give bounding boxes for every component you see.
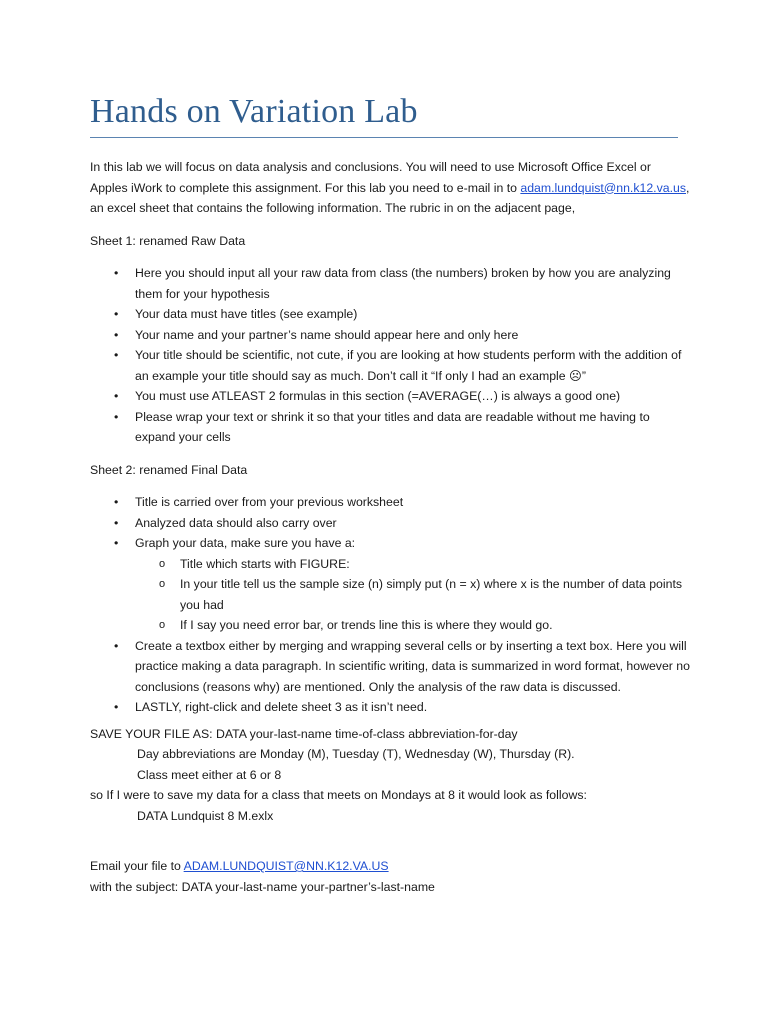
list-item: • Your data must have titles (see example) bbox=[90, 304, 690, 325]
bullet-icon: • bbox=[114, 515, 119, 530]
sub-list-item: o If I say you need error bar, or trends line this is where they would go. bbox=[135, 615, 690, 636]
list-item: • Here you should input all your raw data from class (the numbers) broken by how you are analyzing them for your hypothesis bbox=[90, 263, 690, 304]
class-times: Class meet either at 6 or 8 bbox=[137, 767, 282, 782]
page-title: Hands on Variation Lab bbox=[90, 93, 418, 130]
sheet2-list bbox=[90, 492, 690, 718]
email-prefix: Email your file to bbox=[90, 859, 184, 873]
document-body bbox=[90, 157, 690, 897]
day-abbreviations: Day abbreviations are Monday (M), Tuesday (T), Wednesday (W), Thursday (R). bbox=[137, 747, 575, 761]
email-subject: with the subject: DATA your-last-name your-partner’s-last-name bbox=[90, 879, 435, 894]
intro-text-end: , an excel sheet that contains the following information. The rubric in on the adjacent page, bbox=[90, 180, 690, 215]
sub-bullet-icon: o bbox=[159, 578, 166, 590]
graph-sublist bbox=[135, 554, 690, 636]
sub-list-item: o Title which starts with FIGURE: bbox=[135, 554, 690, 575]
email-instructions bbox=[90, 856, 690, 877]
list-item: • LASTLY, right-click and delete sheet 3 as it isn’t need. bbox=[90, 697, 690, 718]
email-link-upper[interactable]: ADAM.LUNDQUIST@NN.K12.VA.US bbox=[183, 859, 389, 873]
sub-bullet-icon: o bbox=[159, 557, 166, 570]
bullet-icon: • bbox=[114, 409, 119, 424]
bullet-icon: • bbox=[114, 348, 119, 362]
bullet-icon: • bbox=[114, 266, 119, 280]
bullet-icon: • bbox=[114, 700, 119, 714]
bullet-icon: • bbox=[114, 307, 119, 321]
list-item: • Please wrap your text or shrink it so that your titles and data are readable without me having to expand your cells bbox=[90, 407, 690, 448]
save-example-filename: DATA Lundquist 8 M.exlx bbox=[137, 808, 274, 823]
sub-bullet-icon: o bbox=[159, 619, 166, 631]
bullet-icon: • bbox=[114, 536, 119, 550]
list-item: • You must use ATLEAST 2 formulas in this section (=AVERAGE(…) is always a good one) bbox=[90, 386, 690, 407]
list-item: • Create a textbox either by merging and wrapping several cells or by inserting a text box. Here you will practice making a data paragraph. In scientific writing, data is summarized in word format, however no conclusions (reasons why) are mentioned. Only the analysis of the raw data is discussed. bbox=[90, 636, 690, 698]
save-instructions: SAVE YOUR FILE AS: DATA your-last-name time-of-class abbreviation-for-day bbox=[90, 726, 518, 741]
sheet1-heading: Sheet 1: renamed Raw Data bbox=[90, 233, 246, 248]
bullet-icon: • bbox=[114, 327, 119, 342]
sheet2-heading: Sheet 2: renamed Final Data bbox=[90, 462, 248, 477]
email-link[interactable]: adam.lundquist@nn.k12.va.us bbox=[520, 180, 686, 195]
title-divider bbox=[90, 137, 678, 138]
list-item: • Your title should be scientific, not cute, if you are looking at how students perform with the addition of an example your title should say as much. Don’t call it “If only I had an example ☹” bbox=[90, 345, 690, 386]
list-item: • Analyzed data should also carry over bbox=[90, 513, 690, 534]
sub-list-item: o In your title tell us the sample size (n) simply put (n = x) where x is the number of data points you had bbox=[135, 574, 690, 615]
list-item: • Your name and your partner’s name should appear here and only here bbox=[90, 325, 690, 346]
sheet1-list bbox=[90, 263, 690, 448]
save-example-intro: so If I were to save my data for a class that meets on Mondays at 8 it would look as follows: bbox=[90, 788, 587, 802]
intro-text: In this lab we will focus on data analysis and conclusions. You will need to use Microsoft Office Excel or Apples iWork to complete this assignment. For this lab you need to e-mail in to bbox=[90, 160, 651, 195]
bullet-icon: • bbox=[114, 495, 119, 509]
bullet-icon: • bbox=[114, 638, 119, 653]
bullet-icon: • bbox=[114, 389, 119, 403]
list-item: • Graph your data, make sure you have a: o Title which starts with FIGURE: o In your title tell us the sample size (n) simply put (n = x) where x is the number of data points you had o If I say you need error bar, or trends line this is where they would go. bbox=[90, 533, 690, 636]
intro-paragraph bbox=[90, 157, 690, 219]
list-item: • Title is carried over from your previous worksheet bbox=[90, 492, 690, 513]
